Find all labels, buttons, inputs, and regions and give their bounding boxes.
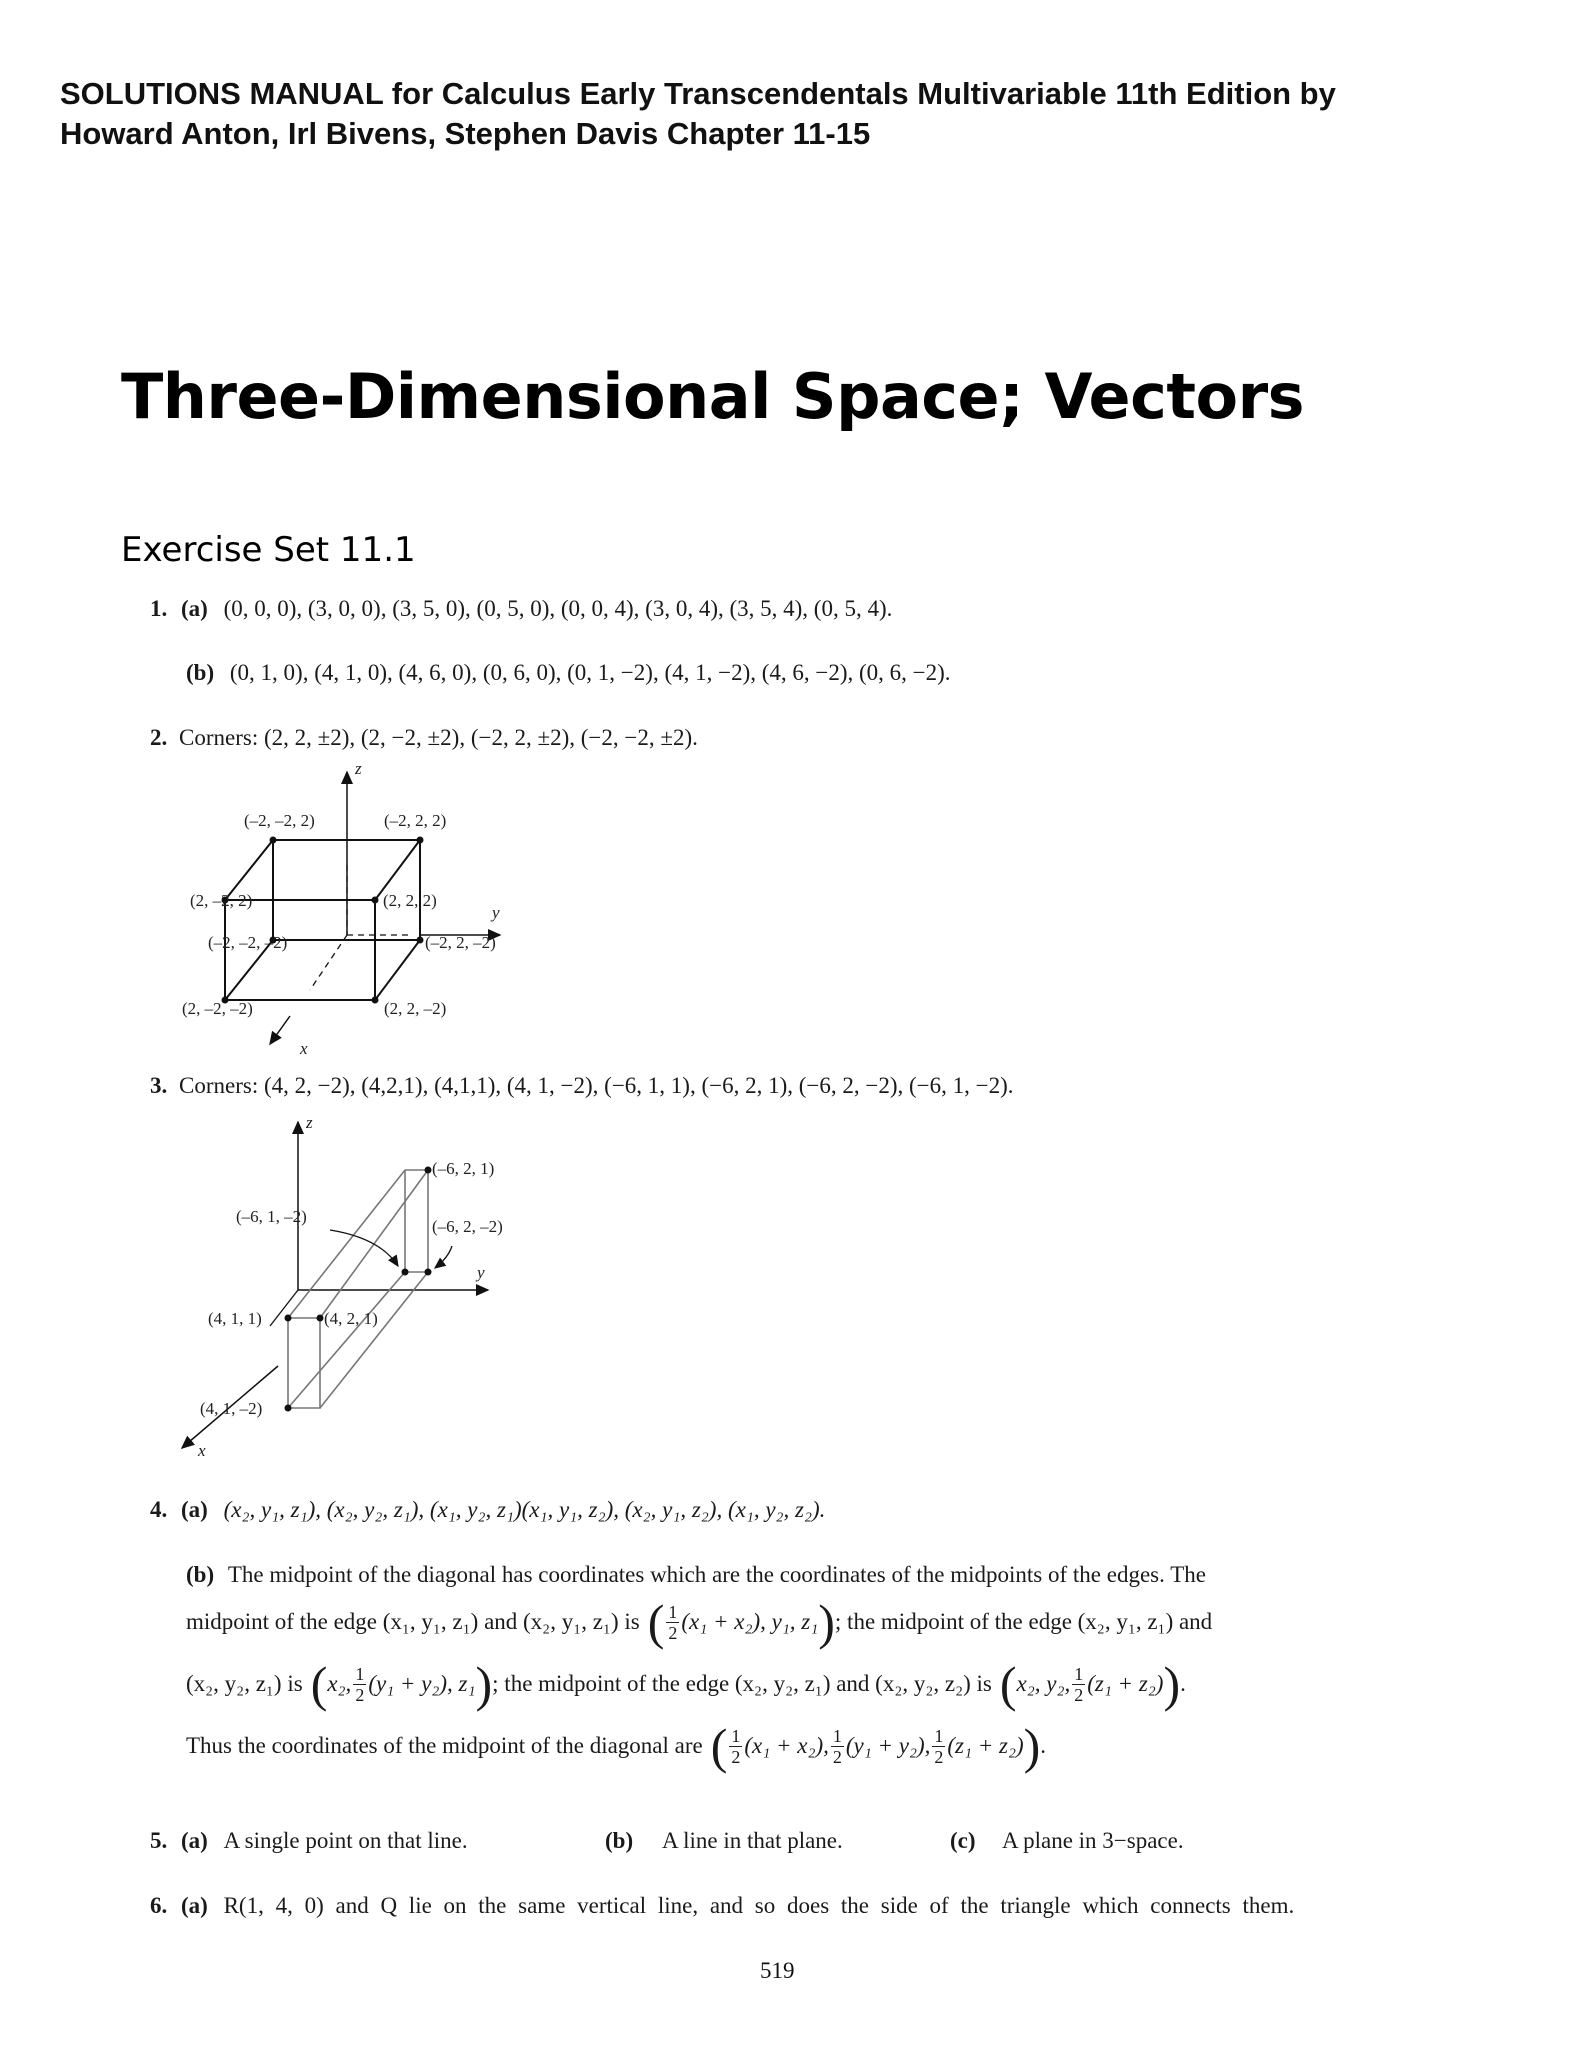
exercise-number: 4. xyxy=(150,1497,168,1522)
point-label: (–6, 2, –2) xyxy=(432,1217,503,1236)
exercise-number: 2. xyxy=(150,725,168,750)
point-label: (–2, 2, 2) xyxy=(384,811,447,830)
banner-line-2: Howard Anton, Irl Bivens, Stephen Davis Chapter 11-15 xyxy=(60,116,871,151)
part-label: (b) xyxy=(186,660,215,685)
exercise-1b xyxy=(186,660,951,686)
exercise-text: (0, 0, 0), (3, 0, 0), (3, 5, 0), (0, 5, 0), (0, 0, 4), (3, 0, 4), (3, 5, 4), (0, 5, 4). xyxy=(223,596,893,621)
math-expression: (y₁ + y₂), xyxy=(845,1733,931,1758)
point-label: (2, 2, –2) xyxy=(384,999,447,1018)
page-number: 519 xyxy=(760,1958,795,1983)
part-label: (a) xyxy=(181,1497,208,1522)
point-label: (2, 2, 2) xyxy=(383,891,437,910)
axis-label-x: x xyxy=(198,1441,206,1460)
fraction: $\frac{1}{2}$ xyxy=(731,1725,741,1767)
exercise-6a xyxy=(150,1893,1294,1919)
point-label: (–2, –2, –2) xyxy=(208,933,288,952)
exercise-text: Corners: (4, 2, −2), (4,2,1), (4,1,1), (4, 1, −2), (−6, 1, 1), (−6, 2, 1), (−6, 2, −2), (−6, 1, −2). xyxy=(179,1073,1014,1098)
point-label: (–6, 2, 1) xyxy=(432,1159,495,1178)
exercise-text: A plane in 3−space. xyxy=(1002,1828,1184,1853)
exercise-1a xyxy=(150,596,892,622)
axis-label-y: y xyxy=(477,1263,485,1282)
math-expression: x₂, xyxy=(327,1671,352,1696)
exercise-text: (x₂, y₁, z₁), (x₂, y₂, z₁), (x₁, y₂, z₁)(x₁, y₁, z₂), (x₂, y₁, z₂), (x₁, y₂, z₂). xyxy=(223,1497,826,1522)
exercise-text: Corners: (2, 2, ±2), (2, −2, ±2), (−2, 2, ±2), (−2, −2, ±2). xyxy=(179,725,698,750)
point-label: (–2, –2, 2) xyxy=(244,811,315,830)
math-expression: (x₁ + x₂), y₁, z₁ xyxy=(681,1609,819,1634)
exercise-3 xyxy=(150,1073,1014,1099)
math-expression: (y₁ + y₂), z₁ xyxy=(368,1671,476,1696)
fraction: $\frac{1}{2}$ xyxy=(1074,1663,1084,1705)
math-expression: (z₁ + z₂) xyxy=(947,1733,1024,1758)
fraction: $\frac{1}{2}$ xyxy=(934,1725,944,1767)
exercise-text: R(1, 4, 0) and Q lie on the same vertical line, and so does the side of the triangle which connects them. xyxy=(223,1893,1295,1918)
point-label: (–2, 2, –2) xyxy=(425,933,496,952)
point-label: (4, 1, –2) xyxy=(200,1399,263,1418)
exercise-number: 3. xyxy=(150,1073,168,1098)
exercise-4b-line-2: midpoint of the edge (x₁, y₁, z₁) and (x₂, y₁, z₁) is ( $\frac{1}{2}$ (x₁ + x₂), y₁, z₁ ) ; the midpoint of the edge (x₂, y₁, z₁) and xyxy=(186,1594,1213,1650)
part-label: (c) xyxy=(950,1828,976,1853)
exercise-text: A single point on that line. xyxy=(223,1828,468,1853)
prism-edges xyxy=(288,1170,428,1408)
exercise-number: 5. xyxy=(150,1828,168,1853)
math-expression: (x₁ + x₂), xyxy=(744,1733,829,1758)
exercise-4b-line-1 xyxy=(186,1562,1206,1588)
axis-label-y: y xyxy=(492,903,500,922)
fraction: $\frac{1}{2}$ xyxy=(668,1601,678,1643)
part-label: (a) xyxy=(181,596,208,621)
section-title: Exercise Set 11.1 xyxy=(121,530,416,570)
exercise-text: A line in that plane. xyxy=(662,1828,843,1853)
part-label: (a) xyxy=(181,1828,208,1853)
exercise-4b-line-3: (x₂, y₂, z₁) is ( x₂, $\frac{1}{2}$ (y₁ + y₂), z₁ ) ; the midpoint of the edge (x₂, y₂, z₁) and (x₂, y₂, z₂) is ( x₂, y₂, $\frac{1}{2}$ (z₁ + z₂) ) . xyxy=(186,1656,1186,1712)
exercise-text: The midpoint of the diagonal has coordinates which are the coordinates of the midpoints of the edges. The xyxy=(227,1562,1206,1587)
exercise-text: (0, 1, 0), (4, 1, 0), (4, 6, 0), (0, 6, 0), (0, 1, −2), (4, 1, −2), (4, 6, −2), (0, 6, −2). xyxy=(229,660,951,685)
point-label: (4, 2, 1) xyxy=(324,1309,378,1328)
fraction: $\frac{1}{2}$ xyxy=(832,1725,842,1767)
x-axis xyxy=(270,1290,298,1326)
point-label: (2, –2, 2) xyxy=(190,891,253,910)
exercise-5 xyxy=(150,1828,1450,1854)
point-label: (–6, 1, –2) xyxy=(236,1207,307,1226)
x-axis xyxy=(310,935,347,990)
exercise-4b-line-4: Thus the coordinates of the midpoint of the diagonal are ( $\frac{1}{2}$ (x₁ + x₂), $\frac{1}{2}$ (y₁ + y₂), $\frac{1}{2}$ (z₁ + z₂) ) . xyxy=(186,1718,1047,1774)
chapter-title: Three-Dimensional Space; Vectors xyxy=(121,360,1305,433)
axis-label-z: z xyxy=(355,760,362,778)
exercise-text: Thus the coordinates of the midpoint of the diagonal are xyxy=(186,1733,703,1758)
math-expression: (z₁ + z₂) xyxy=(1087,1671,1164,1696)
banner-line-1: SOLUTIONS MANUAL for Calculus Early Transcendentals Multivariable 11th Edition by xyxy=(60,76,1336,111)
axis-label-x: x xyxy=(300,1039,308,1058)
exercise-2 xyxy=(150,725,698,751)
part-label: (b) xyxy=(186,1562,215,1587)
exercise-number: 6. xyxy=(150,1893,168,1918)
exercise-text: ; the midpoint of the edge (x₂, y₁, z₁) and xyxy=(834,1609,1213,1634)
point-label: (4, 1, 1) xyxy=(208,1309,262,1328)
exercise-number: 1. xyxy=(150,596,168,621)
exercise-text: (x₂, y₂, z₁) is xyxy=(186,1671,303,1696)
exercise-4a xyxy=(150,1497,825,1523)
part-label: (b) xyxy=(605,1828,634,1853)
figure-box xyxy=(170,760,530,1060)
part-label: (a) xyxy=(181,1893,208,1918)
banner xyxy=(60,74,1550,154)
exercise-text: midpoint of the edge (x₁, y₁, z₁) and (x₂, y₁, z₁) is xyxy=(186,1609,640,1634)
exercise-text: ; the midpoint of the edge (x₂, y₂, z₁) and (x₂, y₂, z₂) is xyxy=(492,1671,992,1696)
axis-label-z: z xyxy=(306,1113,313,1132)
math-expression: x₂, y₂, xyxy=(1016,1671,1071,1696)
point-label: (2, –2, –2) xyxy=(182,999,253,1018)
fraction: $\frac{1}{2}$ xyxy=(355,1663,365,1705)
figure-prism xyxy=(170,1108,550,1460)
